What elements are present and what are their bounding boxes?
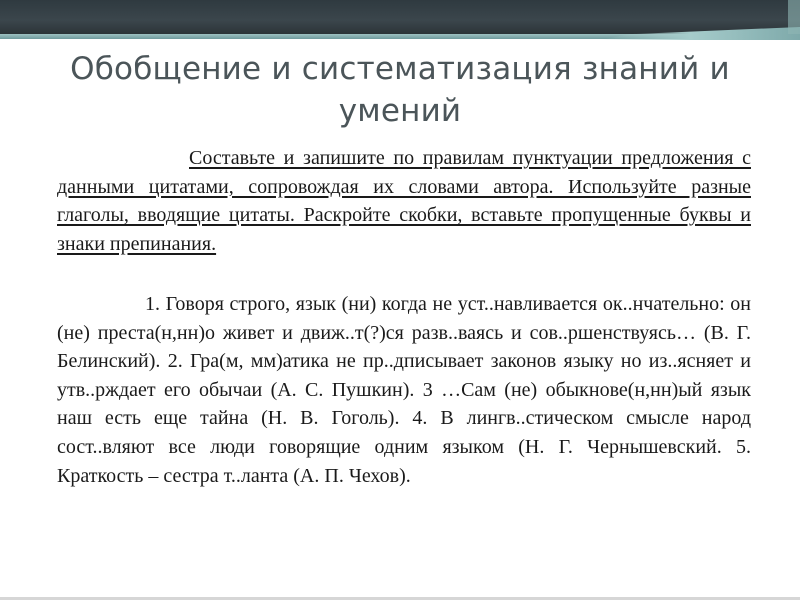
slide-title: Обобщение и систематизация знаний и умений bbox=[70, 51, 730, 129]
instruction-paragraph: Составьте и запишите по правилам пунктуации предложения с данными цитатами, сопровождая их словами автора. Используйте разные глаголы, вводящие цитаты. Раскройте скобки, вставьте пропущенные буквы и знаки препинания. bbox=[57, 147, 751, 255]
exercise-paragraph: 1. Говоря строго, язык (ни) когда не уст..навливается ок..нчательно: он (не) преста(н,нн)о живет и движ..т(?)ся разв..ваясь и сов..ршенствуясь… (В. Г. Белинский). 2. Гра(м, мм)атика не пр..дписывает законов языку но из..ясняет и утв..рждает его обычаи (А. С. Пушкин). 3 …Сам (не) обыкнове(н,нн)ый язык наш есть еще тайна (Н. В. Гоголь). 4. В лингв..стическом смысле народ сост..вляют все люди говорящие одним языком (Н. Г. Чернышевский. 5. Краткость – сестра т..ланта (А. П. Чехов). bbox=[57, 293, 751, 487]
header-corner-notch bbox=[788, 0, 800, 34]
header-bar bbox=[0, 0, 800, 34]
